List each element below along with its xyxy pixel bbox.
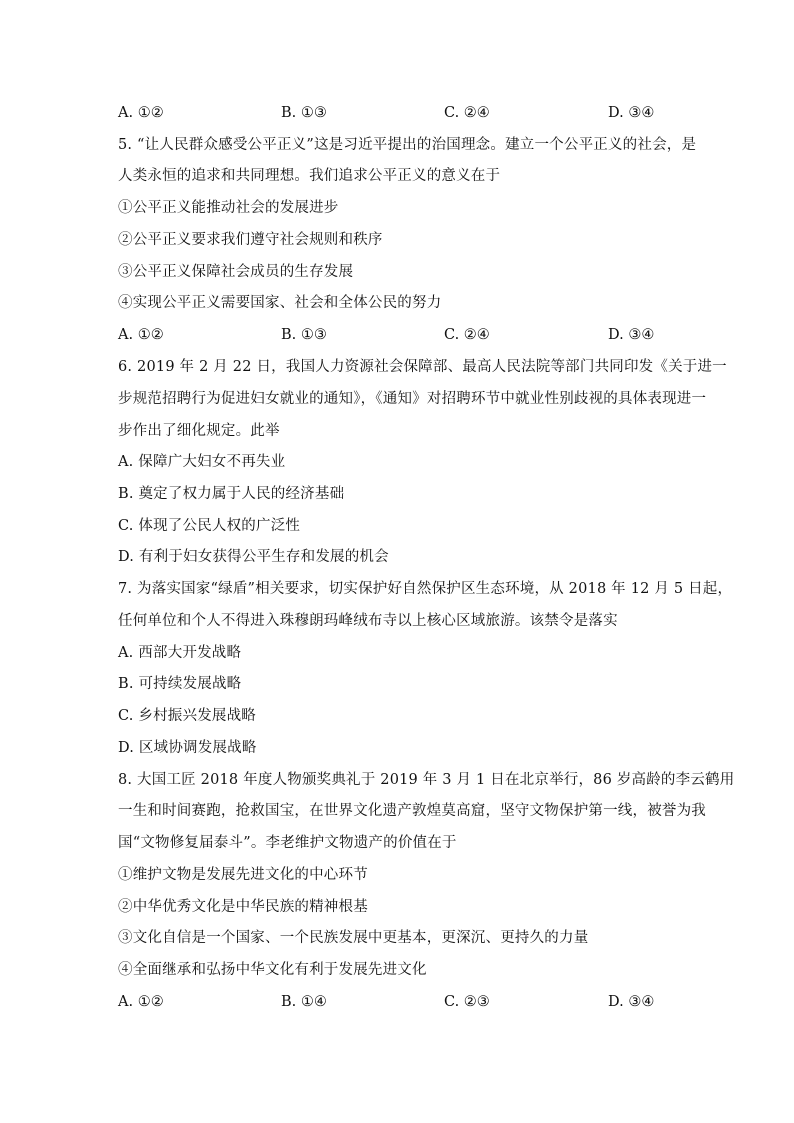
q6-option-b: B. 奠定了权力属于人民的经济基础 bbox=[118, 486, 345, 502]
q8-option-a: A. ①② bbox=[118, 994, 164, 1010]
q5-option-c: C. ②④ bbox=[444, 327, 490, 343]
q5-option-b: B. ①③ bbox=[281, 327, 327, 343]
q6-stem-line-2: 步规范招聘行为促进妇女就业的通知》，《通知》对招聘环节中就业性别歧视的具体表现进一 bbox=[118, 391, 707, 407]
q8-statement-4: ④全面继承和弘扬中华文化有利于发展先进文化 bbox=[118, 962, 427, 978]
q8-option-c: C. ②③ bbox=[444, 994, 490, 1010]
q8-stem-line-1: 8. 大国工匠 2018 年度人物颁奖典礼于 2019 年 3 月 1 日在北京举行，86 岁高龄的李云鹤用 bbox=[118, 772, 735, 788]
q7-stem-line-1: 7. 为落实国家“绿盾”相关要求，切实保护好自然保护区生态环境，从 2018 年 12 月 5 日起， bbox=[118, 581, 733, 597]
q6-option-c: C. 体现了公民人权的广泛性 bbox=[118, 518, 301, 534]
q8-option-d: D. ③④ bbox=[608, 994, 655, 1010]
q8-option-b: B. ①④ bbox=[281, 994, 327, 1010]
q6-option-a: A. 保障广大妇女不再失业 bbox=[118, 454, 286, 470]
q4-option-b: B. ①③ bbox=[281, 105, 327, 121]
q5-stem-line-1: 5. “让人民群众感受公平正义”这是习近平提出的治国理念。建立一个公平正义的社会，是 bbox=[118, 137, 697, 153]
q8-stem-line-3: 国“文物修复届泰斗”。李老维护文物遗产的价值在于 bbox=[118, 835, 457, 851]
q7-option-a: A. 西部大开发战略 bbox=[118, 645, 242, 661]
q4-option-c: C. ②④ bbox=[444, 105, 490, 121]
q6-stem-line-3: 步作出了细化规定。此举 bbox=[118, 423, 280, 439]
q7-option-b: B. 可持续发展战略 bbox=[118, 676, 242, 692]
q8-statement-3: ③文化自信是一个国家、一个民族发展中更基本，更深沉、更持久的力量 bbox=[118, 930, 589, 946]
q7-stem-line-2: 任何单位和个人不得进入珠穆朗玛峰绒布寺以上核心区域旅游。该禁令是落实 bbox=[118, 613, 618, 629]
q7-option-c: C. 乡村振兴发展战略 bbox=[118, 708, 256, 724]
q4-option-d: D. ③④ bbox=[608, 105, 655, 121]
q5-statement-3: ③公平正义保障社会成员的生存发展 bbox=[118, 264, 354, 280]
q6-option-d: D. 有利于妇女获得公平生存和发展的机会 bbox=[118, 549, 389, 565]
q4-option-a: A. ①② bbox=[118, 105, 164, 121]
q5-statement-2: ②公平正义要求我们遵守社会规则和秩序 bbox=[118, 232, 383, 248]
q8-statement-2: ②中华优秀文化是中华民族的精神根基 bbox=[118, 899, 368, 915]
q5-option-a: A. ①② bbox=[118, 327, 164, 343]
q6-stem-line-1: 6. 2019 年 2 月 22 日，我国人力资源社会保障部、最高人民法院等部门共同印发《关于进一 bbox=[118, 359, 727, 375]
q5-stem-line-2: 人类永恒的追求和共同理想。我们追求公平正义的意义在于 bbox=[118, 168, 501, 184]
q8-stem-line-2: 一生和时间赛跑，抢救国宝，在世界文化遗产敦煌莫高窟，坚守文物保护第一线，被誉为我 bbox=[118, 803, 706, 819]
q7-option-d: D. 区域协调发展战略 bbox=[118, 740, 257, 756]
q8-statement-1: ①维护文物是发展先进文化的中心环节 bbox=[118, 867, 368, 883]
q5-statement-1: ①公平正义能推动社会的发展进步 bbox=[118, 200, 339, 216]
q5-option-d: D. ③④ bbox=[608, 327, 655, 343]
q5-statement-4: ④实现公平正义需要国家、社会和全体公民的努力 bbox=[118, 295, 442, 311]
